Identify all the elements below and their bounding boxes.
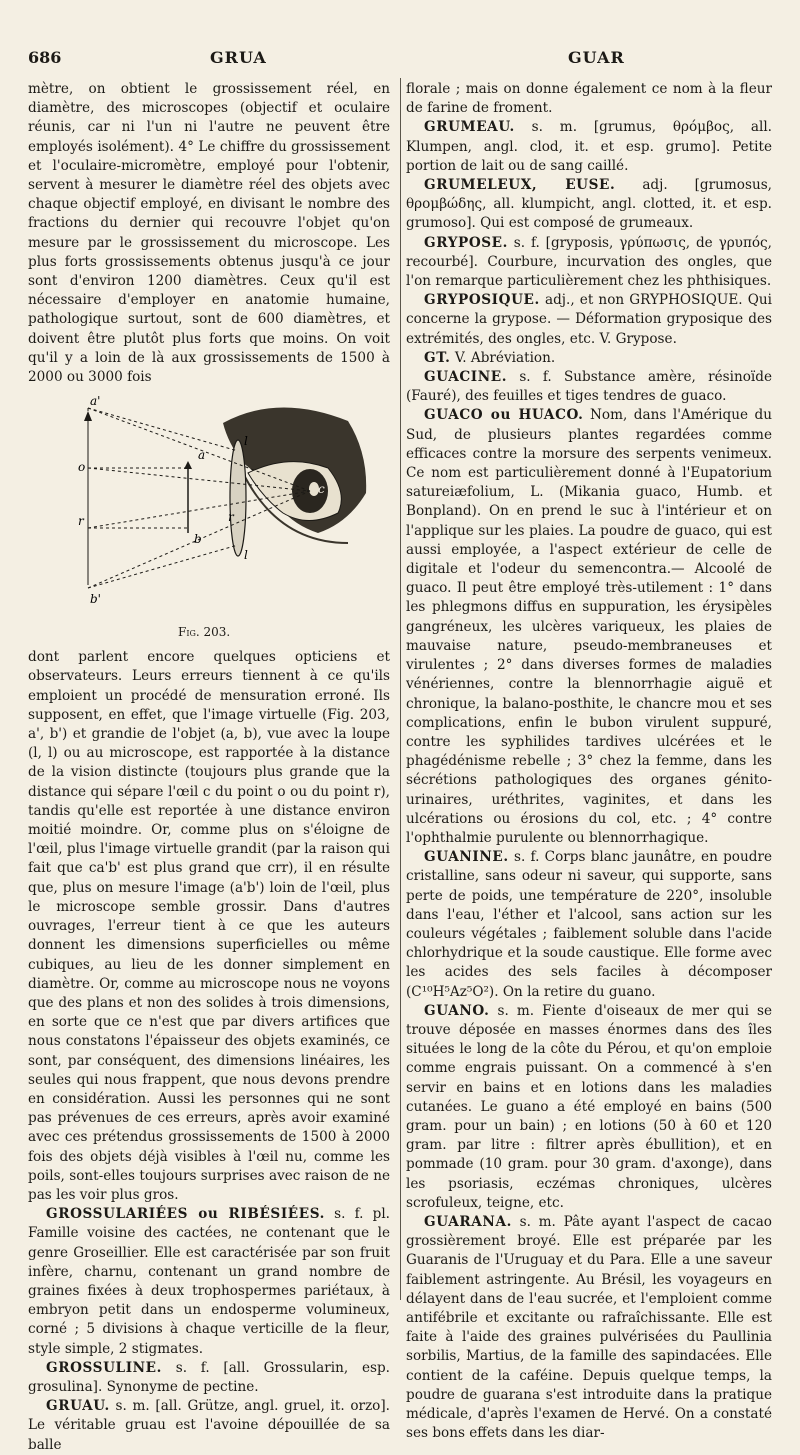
- headword: GRUAU.: [46, 1398, 110, 1415]
- figure-203: [28, 393, 390, 648]
- entry-gryposique: [406, 291, 772, 349]
- left-column: [28, 80, 390, 1455]
- entry-guarana: [406, 1213, 772, 1443]
- label-b: b: [194, 532, 202, 547]
- entry-body: s. m. [all. Grütze, angl. gruel, it. orzo]. Le véritable gruau est l'avoine dépouillée de sa balle: [28, 1398, 390, 1453]
- entry-guacine: [406, 368, 772, 406]
- label-o: o: [78, 460, 86, 475]
- entry-guanine: [406, 848, 772, 1002]
- entry-body: s. f. [all. Grossularin, esp. grosulina]. Synonyme de pectine.: [28, 1359, 390, 1395]
- headword: GRUMEAU.: [424, 119, 515, 136]
- entry-body: s. f. pl. Famille voisine des cactées, ne contenant que le genre Groseillier. Elle est caractérisée par son fruit infère, charnu, contenant un grand nombre de graines fixées à deux trophospermes pariétaux, à embryon petit dans un endosperme volumineux, corné ; 5 divisions à chaque verticille de la fleur, style simple, 2 stigmates.: [28, 1206, 391, 1357]
- headword: GUACO ou HUACO.: [424, 407, 584, 424]
- label-r-right: r: [228, 510, 234, 525]
- entry-grossuline: [28, 1359, 390, 1397]
- label-l-bottom: l: [244, 548, 248, 563]
- entry-body: s. f. Substance amère, résinoïde (Fauré), des feuilles et tiges tendres de guaco.: [406, 369, 772, 405]
- headword: GT.: [424, 349, 451, 366]
- entry-body: s. f. [gryposis, γρύπωσις, de γρυπός, recourbé]. Courbure, incurvation des ongles, que l'on remarque particulièrement chez les phthisiques.: [406, 234, 772, 290]
- left-after-figure-paragraph: dont parlent encore quelques opticiens et observateurs. Leurs erreurs tiennent à ce qu'ils emploient un procédé de mensuration erroné. Ils supposent, en effet, que l'image virtuelle (Fig. 203, a', b') et grandie de l'objet (a, b), vue avec la loupe (l, l) ou au microscope, est rapportée à la distance de la vision distincte (toujours plus grande que la distance qui sépare l'œil c du point o ou du point r), tandis qu'elle est reportée à une distance environ moitié moindre. Or, comme plus on s'éloigne de l'œil, plus l'image virtuelle grandit (par la raison qui fait que ca'b' est plus grand que crr), il en résulte que, plus on mesure l'image (a'b') loin de l'œil, plus le microscope semble grossir. Dans d'autres ouvrages, l'erreur tient à ce que les auteurs donnent les dimensions superficielles ou même cubiques, au lieu de les donner simplement en diamètre. Or, comme au microscope nous ne voyons que des plans et non des solides à trois dimensions, en sorte que ce n'est que par divers artifices que nous constatons l'épaisseur des objets examinés, ce sont, par conséquent, des dimensions linéaires, les seules qui nous frappent, que nous devons prendre en considération. Aussi les personnes qui ne sont pas prévenues de ces erreurs, après avoir examiné avec ces prétendus grossissements de 1500 à 2000 fois des objets déjà visibles à l'œil nu, comme les poils, sont-elles toujours surprises avec raison de ne pas les voir plus gros.: [28, 649, 390, 1203]
- entry-body: s. f. Corps blanc jaunâtre, en poudre cristalline, sans odeur ni saveur, qui supporte, sans perte de poids, une température de 220°, insoluble dans l'eau, l'éther et l'alcool, sans action sur les couleurs végétales ; faiblement soluble dans l'acide chlorhydrique et la soude caustique. Elle forme avec les acides des sels faciles à décomposer (C¹⁰H⁵Az⁵O²). On la retire du guano.: [406, 849, 772, 1000]
- entry-grumeau: [406, 118, 772, 176]
- label-l-top: l: [244, 434, 248, 449]
- headword: GROSSULARIÉES ou RIBÉSIÉES.: [46, 1206, 325, 1223]
- headword: GUANINE.: [424, 849, 509, 866]
- right-column: [406, 80, 772, 1443]
- entry-body: s. m. Pâte ayant l'aspect de cacao grossièrement broyé. Elle est préparée par les Guaranis de l'Uruguay et du Para. Elle a une saveur faiblement astringente. Au Brésil, les voyageurs en délayent dans de l'eau sucrée, et l'emploient comme antifébrile et excitante ou rafraîchissante. Elle est faite à l'aide des graines pulvérisées du Paullinia sorbilis, Martius, de la famille des sapindacées. Elle contient de la caféine. Depuis quelque temps, la poudre de guarana s'est introduite dans la pratique médicale, d'après l'examen de Hervé. On a constaté ses bons effets dans les diar-: [406, 1213, 772, 1442]
- entry-gruau: [28, 1397, 390, 1455]
- entry-grypose: [406, 234, 772, 292]
- headword: GUARANA.: [424, 1213, 512, 1230]
- entry-body: s. m. Fiente d'oiseaux de mer qui se trouve déposée en masses énormes dans des îles situées le long de la côte du Pérou, et qu'on emploie comme engrais puissant. On a commencé à s'en servir en bains et en lotions dans les maladies cutanées. Le guano a été employé en bains (500 gram. pour un bain) ; en lotions (50 à 60 et 120 gram. par litre : filtrer après ébullition), et en pommade (10 gram. pour 30 gram. d'axonge), dans les psoriasis, eczémas chroniques, ulcères scrofuleux, teigne, etc.: [406, 1002, 772, 1211]
- entry-body: Nom, dans l'Amérique du Sud, de plusieurs plantes regardées comme efficaces contre la morsure des serpents venimeux. Ce nom est particulièrement donné à l'Eupatorium satureiæfolium, L. (Mikania guaco, Humb. et Bonpland). On en prend le suc à l'intérieur et on l'applique sur les plaies. La poudre de guaco, qui est aussi employée, a l'aspect extérieur de celle de digitale et l'odeur du semencontra.— Alcoolé de guaco. Il peut être employé très-utilement : 1° dans les phlegmons diffus en suppuration, les érysipèles gangréneux, les ulcères variqueux, les plaies de mauvaise nature, pseudo-membraneuses et virulentes ; 2° dans diverses formes de maladies vénériennes, contre la blennorrhagie aiguë et chronique, la balano-posthite, le chancre mou et ses complications, enfin le bubon virulent suppuré, contre les syphilides tardives ulcérées et le phagédénisme rebelle ; 3° chez la femme, dans les sécrétions pathologiques des organes génito-urinaires, uréthrites, vaginites, et dans les ulcérations ou érosions du col, etc. ; 4° contre l'ophthalmie purulente ou blennorrhagique.: [406, 407, 772, 846]
- entry-gt: [406, 349, 772, 368]
- headword: GROSSULINE.: [46, 1359, 162, 1376]
- entry-body: adj. [grumosus, θρομβώδης, all. klumpicht, angl. clotted, it. et esp. grumoso]. Qui est composé de grumeaux.: [406, 177, 772, 232]
- entry-body: V. Abréviation.: [450, 349, 556, 366]
- headword: GRUMELEUX, EUSE.: [424, 177, 616, 194]
- entry-grumeleux: [406, 176, 772, 234]
- entry-grossulariees: [28, 1205, 390, 1359]
- figure-caption: Fig. 203.: [178, 625, 231, 640]
- entry-body: adj., et non GRYPHOSIQUE. Qui concerne la grypose. — Déformation gryposique des extrémités, des ongles, etc. V. Grypose.: [406, 292, 772, 347]
- column-divider: [400, 78, 401, 1300]
- headword: GRYPOSE.: [424, 234, 508, 251]
- right-intro-paragraph: florale ; mais on donne également ce nom à la fleur de farine de froment.: [406, 81, 772, 117]
- page-header: [28, 48, 772, 72]
- entry-guaco: [406, 406, 772, 848]
- label-b-prime: b': [90, 592, 101, 607]
- headword: GUANO.: [424, 1002, 490, 1019]
- entry-guano: [406, 1002, 772, 1213]
- label-c: c: [318, 482, 325, 497]
- headword: GUACINE.: [424, 369, 508, 386]
- entry-body: s. m. [grumus, θρόμβος, all. Klumpen, angl. clod, it. et esp. grumo]. Petite portion de lait ou de sang caillé.: [406, 119, 772, 174]
- label-a: a: [198, 448, 206, 463]
- label-r: r: [78, 514, 84, 529]
- headword: GRYPOSIQUE.: [424, 292, 540, 309]
- page-number: 686: [28, 48, 62, 67]
- running-head-left: GRUA: [210, 48, 267, 67]
- loupe-lens: [230, 440, 246, 556]
- eye-loupe-diagram: [48, 393, 378, 623]
- left-intro-paragraph: mètre, on obtient le grossissement réel, en diamètre, des microscopes (objectif et oculaire réunis, car ni l'un ni l'autre ne peuvent être employés isolément). 4° Le chiffre du grossissement et l'oculaire-micromètre, employé pour l'obtenir, servent à mesurer le diamètre réel des objets avec chaque objectif employé, en divisant le nombre des fractions du dernier qui recouvre l'objet qu'on mesure par le grossissement du microscope. Les plus forts grossissements obtenus jusqu'à ce jour sont d'environ 1200 diamètres. Ceux qu'il est nécessaire d'employer en anatomie humaine, pathologique surtout, sont de 600 diamètres, et doivent être plutôt plus forts que moins. On voit qu'il y a loin de là aux grossissements de 1500 à 2000 ou 3000 fois: [28, 81, 390, 386]
- label-a-prime: a': [90, 394, 101, 409]
- running-head-right: GUAR: [568, 48, 625, 67]
